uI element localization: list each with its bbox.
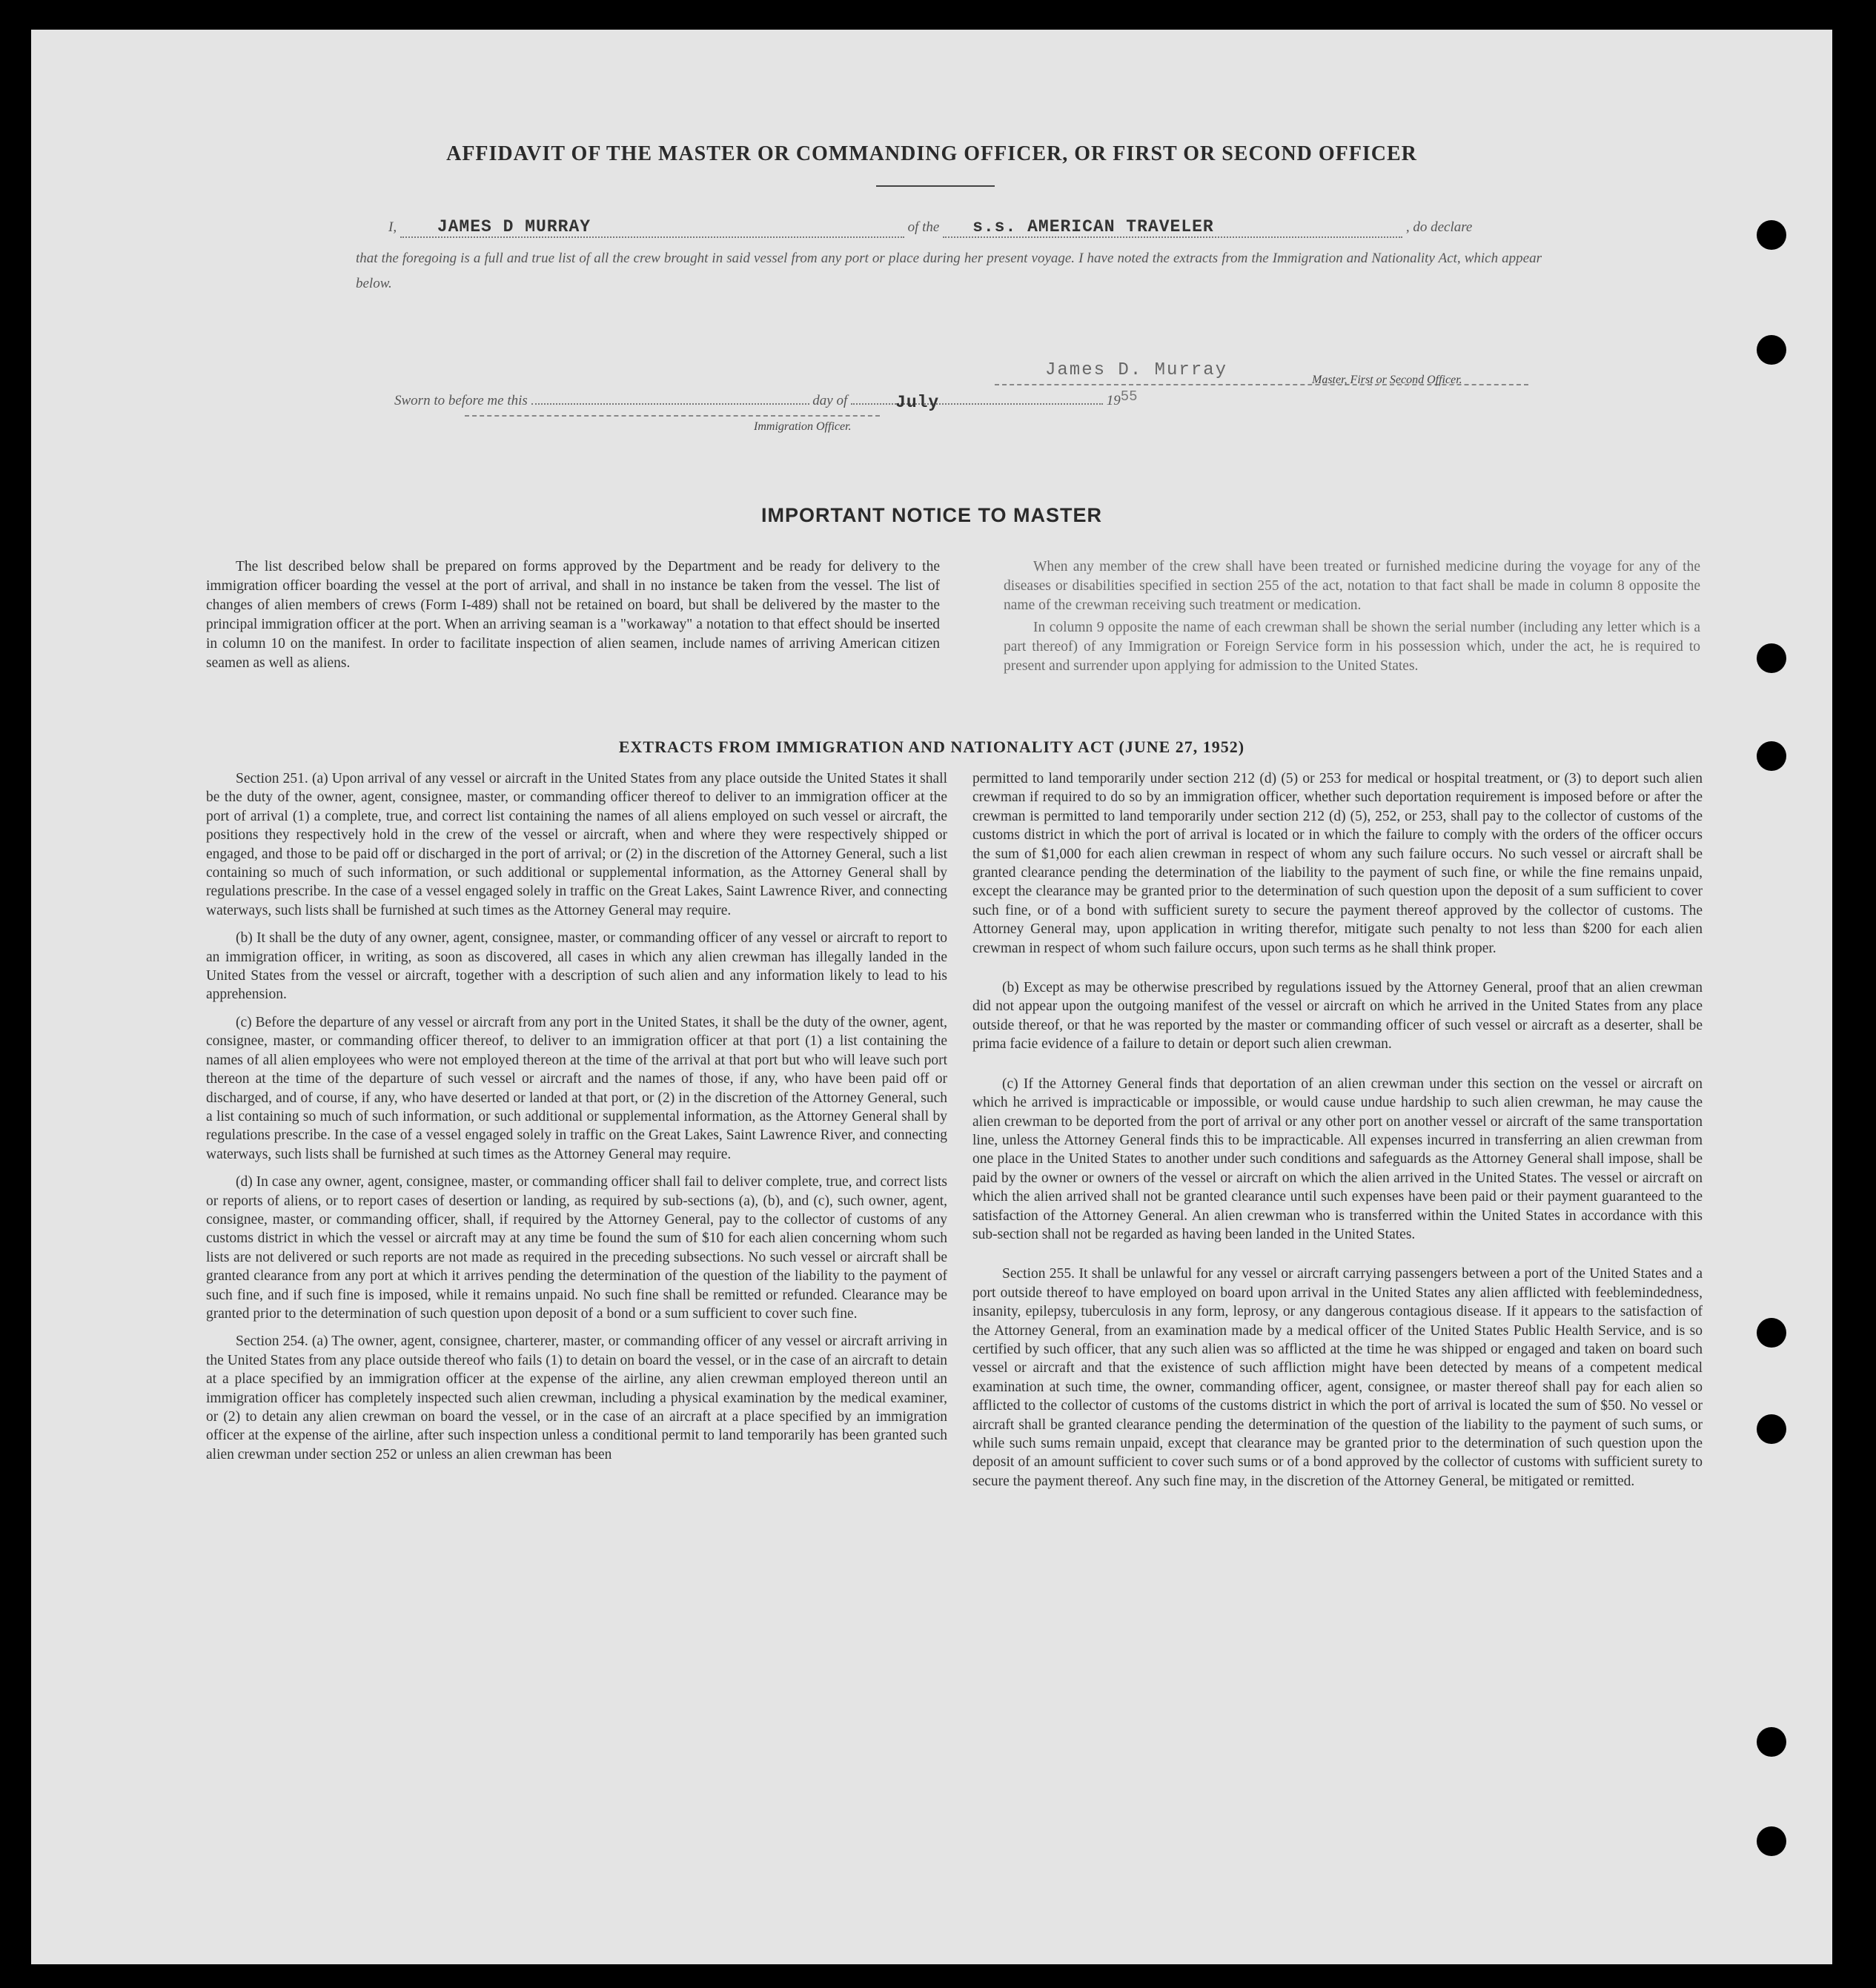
month: July <box>895 393 940 412</box>
punch-hole <box>1757 643 1786 673</box>
document-page <box>31 30 1832 1964</box>
sworn-line <box>394 388 1138 412</box>
section-254-c: (c) If the Attorney General finds that deportation of an alien crewman under this section on the vessel or aircraft on which he arrived is impracticable or impossible, or would cause undue hardship to such alien crewman, he may cause the alien crewman to be deported from the port of arrival or any other port on another vessel or aircraft of the same transportation line, unless the Attorney General finds this to be impracticable. All expenses incurred in transferring an alien crewman from one place in the United States to another under such conditions and safeguards as the Attorney General shall impose, shall be paid by the owner or owners of the vessel or aircraft on which the alien arrived in the United States. The vessel or aircraft on which the alien arrived shall not be granted clearance until such expenses have been paid or their payment guaranteed to the satisfaction of the Attorney General. An alien crewman who is transferred within the United States in accordance with this sub-section shall not be regarded as having been landed in the United States. <box>972 1076 1703 1242</box>
section-255: Section 255. It shall be unlawful for any vessel or aircraft carrying passengers between a port of the United States and a port outside thereof to have employed on board upon arrival in the United States any alien afflicted with feeblemindedness, insanity, epilepsy, tuberculosis in any form, leprosy, or any dangerous contagious disease. If it appears to the satisfaction of the Attorney General, from an examination made by a medical officer of the United States Public Health Service, and is so certified by such officer, that any such alien was so afflicted at the time he was shipped or engaged and taken on board such vessel or aircraft and that the existence of such affliction might have been detected by means of a competent medical examination at such time, the owner, commanding officer, agent, consignee, or master thereof shall pay for each alien so afflicted to the collector of customs of the customs district in which the port of arrival is located the sum of $50. No vessel or aircraft shall be granted clearance pending the determination of the question of the liability to the payment of such sums, or while such sums remain unpaid, except that clearance may be granted prior to the determination of such question upon the deposit of an amount sufficient to cover such sums or of a bond approved by the collector of customs with sufficient surety to secure the payment thereof. Any such fine may, in the discretion of the Attorney General, be mitigated or remitted. <box>972 1266 1703 1489</box>
sworn-label: Sworn to before me this <box>394 393 528 408</box>
of-the-label: of the <box>907 219 940 235</box>
punch-hole <box>1757 335 1786 365</box>
affidavit-title: AFFIDAVIT OF THE MASTER OR COMMANDING OFFICER, OR FIRST OR SECOND OFFICER <box>446 142 1417 165</box>
punch-hole <box>1757 1826 1786 1856</box>
notice-right-text-1: When any member of the crew shall have been treated or furnished medicine during the voyage for any of the diseases or disabilities specified in section 255 of the act, notation to that fact shall be made in column 8 opposite the name of the crewman receiving such treatment or medication. <box>1004 559 1700 613</box>
punch-hole <box>1757 1414 1786 1444</box>
extracts-left-column <box>206 769 947 1473</box>
title-underline <box>876 185 995 187</box>
officer-signature-line <box>465 415 880 417</box>
signature: James D. Murray <box>1045 360 1228 380</box>
extracts-title: EXTRACTS FROM IMMIGRATION AND NATIONALITY ACT (JUNE 27, 1952) <box>618 738 1245 756</box>
notice-left-column <box>206 557 940 682</box>
day-of-label: day of <box>812 393 848 408</box>
declaration-text: that the foregoing is a full and true list of all the crew brought in said vessel from any port or place during her present voyage. I have noted the extracts from the Immigration and Nationality Act, which appear below. <box>356 251 1542 291</box>
section-251-c: (c) Before the departure of any vessel or aircraft from any port in the United States, it shall be the duty of the owner, agent, consignee, master, or commanding officer thereof, to deliver to an immigration officer at that port (1) a list containing the names of all alien employees who were not employed thereon at the time of the arrival at that port but who will leave such port thereon at the time of the departure of such vessel or aircraft and the names of those, if any, who have been paid off or discharged, and of course, if any, who have deserted or landed at that port, or (2) in the discretion of the Attorney General, such a list containing so much of such information, or such additional or supplemental information, as the Attorney General shall by regulations prescribe. In the case of a vessel engaged solely in traffic on the Great Lakes, Saint Lawrence River, and connecting waterways, such lists shall be furnished at such times as the Attorney General may require. <box>206 1014 947 1162</box>
punch-hole <box>1757 1727 1786 1757</box>
punch-hole <box>1757 1318 1786 1348</box>
punch-hole <box>1757 220 1786 250</box>
name-blank <box>400 217 904 238</box>
section-251-b: (b) It shall be the duty of any owner, agent, consignee, master, or commanding officer of any vessel or aircraft to report to an immigration officer, in writing, as soon as discovered, all cases in which any alien crewman has illegally landed in the United States from the vessel or aircraft, together with a description of such alien and any information likely to lead to his apprehension. <box>206 930 947 1003</box>
section-254-a-continued: permitted to land temporarily under section 212 (d) (5) or 253 for medical or hospital treatment, or (3) to deport such alien crewman if required to do so by an immigration officer, whether such deportation requirement is imposed before or after the crewman is permitted to land temporarily under section 212 (d) (5), 252, or 253, shall pay to the collector of customs of the customs district in which the port of arrival is located or in which the failure to comply with the orders of the officer occurs the sum of $1,000 for each alien crewman in respect of whom any such failure occurs. No such vessel or aircraft shall be granted clearance pending the determination of the liability to the payment of such fine, or while the fine remains unpaid, except the clearance may be granted prior to the determination of such question upon the deposit of a sum sufficient to cover such fine, or of a bond with sufficient surety to secure the payment thereof approved by the collector of customs. The Attorney General may, upon application in writing therefor, mitigate such penalty to not less than $200 for each alien crewman in respect of whom such failure occurs, upon such terms as he shall think proper. <box>972 771 1703 956</box>
extracts-right-column <box>972 769 1703 1500</box>
master-name: JAMES D MURRAY <box>437 217 591 236</box>
vessel-blank <box>943 217 1402 238</box>
year-suffix: 55 <box>1120 388 1138 405</box>
day-blank <box>531 403 809 405</box>
vessel-name: s.s. AMERICAN TRAVELER <box>972 217 1214 236</box>
notice-right-text-2: In column 9 opposite the name of each crewman shall be shown the serial number (including any letter which is a part thereof) of any Immigration or Foreign Service form in his possession which, under the act, he is required to present and surrender upon applying for admission to the United States. <box>1004 620 1700 674</box>
declarant-line <box>388 217 1472 238</box>
notice-right-column <box>1004 557 1700 685</box>
section-254-b: (b) Except as may be otherwise prescribed by regulations issued by the Attorney General, proof that an alien crewman did not appear upon the outgoing manifest of the vessel or aircraft on which he arrived in the United States from any place outside thereof, or that he was reported by the master or commanding officer of such vessel or aircraft as a deserter, shall be prima facie evidence of a failure to detain or deport such alien crewman. <box>972 980 1703 1053</box>
do-declare-label: , do declare <box>1405 219 1473 235</box>
section-254-a: Section 254. (a) The owner, agent, consignee, charterer, master, or commanding officer of any vessel or aircraft arriving in the United States from any place outside thereof who fails (1) to detain on board the vessel, or in the case of an aircraft to detain at a place specified by an immigration officer at the expense of the airline, any alien crewman employed thereon until an immigration officer has completely inspected such alien crewman, including a physical examination by the medical examiner, or (2) to detain any alien crewman on board the vessel, or in the case of an aircraft at a place specified by an immigration officer at the expense of the airline, after such inspection unless a conditional permit to land temporarily has been granted such alien crewman under section 252 or unless an alien crewman has been <box>206 1333 947 1462</box>
officer-label: Immigration Officer. <box>754 420 852 433</box>
master-label: Master, First or Second Officer. <box>1312 374 1462 386</box>
notice-left-text: The list described below shall be prepared on forms approved by the Department and be ready for delivery to the immigration officer boarding the vessel at the port of arrival, and shall in no instance be taken from the vessel. The list of changes of alien members of crews (Form I-489) shall not be retained on board, but shall be delivered by the master to the principal immigration officer at the port. When an arriving seaman is a "workaway" a notation to that effect should be inserted in column 10 on the manifest. In order to facilitate inspection of alien seamen, include names of arriving American citizen seamen as well as aliens. <box>206 559 940 671</box>
section-251-a: Section 251. (a) Upon arrival of any vessel or aircraft in the United States from any place outside the United States it shall be the duty of the owner, agent, consignee, master, or commanding officer thereof to deliver to an immigration officer at the port of arrival (1) a complete, true, and correct list containing the names of all aliens employed on such vessel or aircraft, the positions they respectively hold in the crew of the vessel or aircraft, when and where they were respectively shipped or engaged, and those to be paid off or discharged in the port of arrival; or (2) in the discretion of the Attorney General, such a list containing so much of such information, or such additional or supplemental information, as the Attorney General shall by regulations prescribe. In the case of a vessel engaged solely in traffic on the Great Lakes, Saint Lawrence River, and connecting waterways, such lists shall be furnished at such times as the Attorney General may require. <box>206 771 947 918</box>
section-251-d: (d) In case any owner, agent, consignee, master, or commanding officer shall fail to deliver complete, true, and correct lists or reports of aliens, or to report cases of desertion or landing, as required by sub-sections (a), (b), and (c), such owner, agent, consignee, master, or commanding officer, shall, if required by the Attorney General, pay to the collector of customs of any customs district in which the vessel or aircraft may at any time be found the sum of $10 for each alien concerning whom such lists are not delivered or such reports are not made as required in the preceding subsections. No such vessel or aircraft shall be granted clearance from any port at which it arrives pending the determination of the question of the liability to the payment of such fine, and if such fine is imposed, while it remains unpaid. No such fine shall be remitted or refunded. Clearance may be granted prior to the determination of such question upon deposit of a bond or a sum sufficient to cover such fine. <box>206 1174 947 1322</box>
year-prefix: 19 <box>1106 393 1121 408</box>
notice-title: IMPORTANT NOTICE TO MASTER <box>761 504 1102 526</box>
month-blank <box>851 393 1103 412</box>
i-label: I, <box>388 219 397 235</box>
